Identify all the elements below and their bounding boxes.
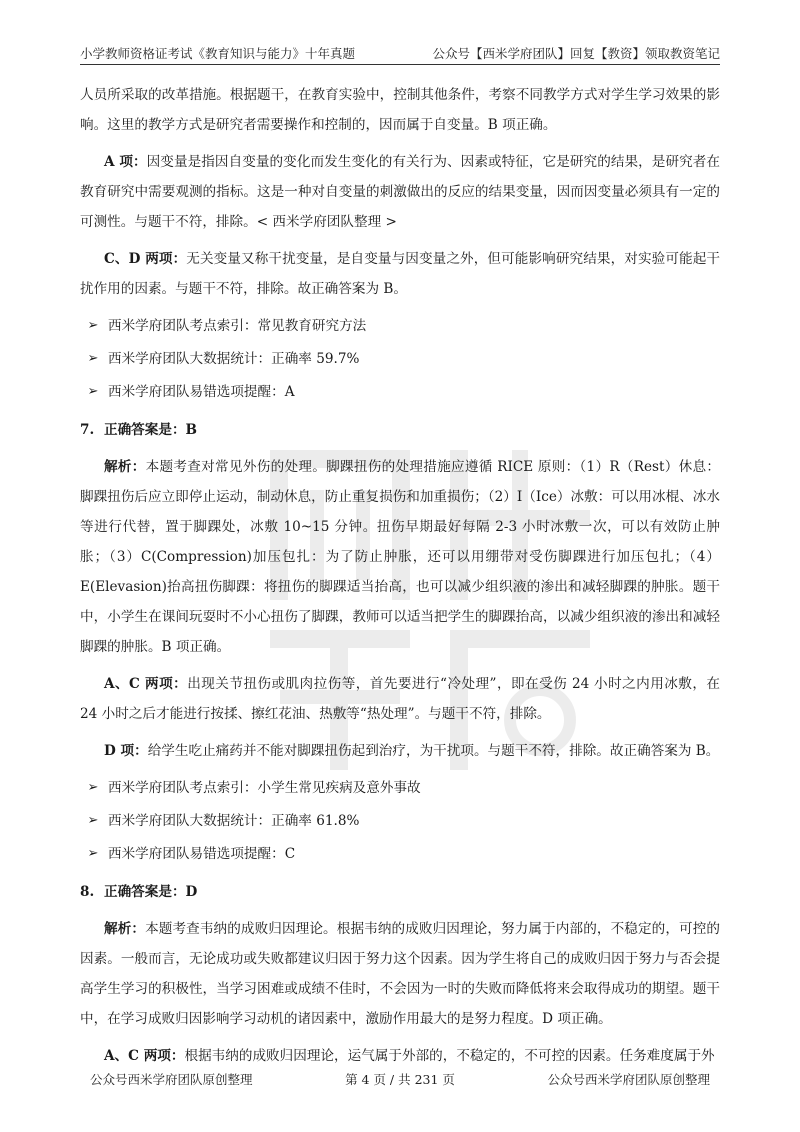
option-cd-label: C、D 两项： [104, 251, 187, 267]
analysis-label: 解析： [104, 921, 146, 937]
question-number: 8. [80, 884, 95, 900]
bullet-text: 西米学府团队考点索引：小学生常见疾病及意外事故 [108, 780, 421, 796]
header-promo: 公众号【西米学府团队】回复【教资】领取教资笔记 [432, 46, 720, 61]
intro-paragraph: 人员所采取的改革措施。根据题干，在教育实验中，控制其他条件，考察不同教学方式对学生学习效果的影响。这里的教学方式是研究者需要操作和控制的，因而属于自变量。B 项正确。 [80, 87, 720, 133]
option-a-text: 因变量是指因自变量的变化而发生变化的有关行为、因素或特征，它是研究的结果，是研究者在教育研究中需要观测的指标。这是一种对自变量的刺激做出的反应的结果变量，因而因变量必须具有一定的可测性。与题干不符，排除。< 西米学府团队整理 > [80, 154, 721, 230]
option-ac-label: A、C 两项： [104, 676, 188, 692]
analysis-label: 解析： [104, 459, 146, 475]
page-header [80, 42, 720, 65]
question-8-heading [80, 877, 720, 907]
q7-analysis [80, 452, 720, 662]
bullet-text: 西米学府团队易错选项提醒：A [108, 384, 295, 400]
option-ac-text: 根据韦纳的成败归因理论，运气属于外部的，不稳定的，不可控的因素。任务难度属于外 [184, 1048, 715, 1064]
option-d-text: 给学生吃止痛药并不能对脚踝扭伤起到治疗，为干扰项。与题干不符，排除。故正确答案为 B。 [147, 743, 720, 759]
analysis-text: 本题考查韦纳的成败归因理论。根据韦纳的成败归因理论，努力属于内部的，不稳定的，可控的因素。一般而言，无论成功或失败都建议归因于努力这个因素。因为学生将自己的成败归因于努力与否会提高学生学习的积极性，当学习困难或成绩不佳时，不会因为一时的失败而降低将来会取得成功的期望。题干中，在学习成败归因影响学习动机的诸因素中，激励作用最大的是努力程度。D 项正确。 [80, 921, 721, 1027]
bullet-item [80, 773, 720, 803]
page-number: 第 4 页 / 共 231 页 [345, 1072, 455, 1087]
option-cd-text: 无关变量又称干扰变量，是自变量与因变量之外，但可能影响研究结果，对实验可能起干扰作用的因素。与题干不符，排除。故正确答案为 B。 [80, 251, 720, 297]
bullet-item [80, 377, 720, 407]
bullet-item [80, 344, 720, 374]
bullet-item [80, 806, 720, 836]
bullet-text: 西米学府团队易错选项提醒：C [108, 846, 296, 862]
footer-right: 公众号西米学府团队原创整理 [547, 1072, 710, 1087]
arrow-bullet-icon: ➢ [87, 318, 99, 333]
q8-analysis [80, 914, 720, 1034]
q7-option-ac-explanation [80, 669, 720, 729]
option-ac-label: A、C 两项： [104, 1048, 185, 1064]
bullet-text: 西米学府团队大数据统计：正确率 59.7% [108, 351, 360, 367]
bullet-text: 西米学府团队考点索引：常见教育研究方法 [108, 318, 367, 334]
question-7-heading [80, 415, 720, 445]
arrow-bullet-icon: ➢ [87, 813, 99, 828]
option-a-explanation [80, 147, 720, 237]
footer-left: 公众号西米学府团队原创整理 [90, 1072, 253, 1087]
option-d-label: D 项： [104, 743, 148, 759]
question-number: 7. [80, 422, 95, 438]
bullet-text: 西米学府团队大数据统计：正确率 61.8% [108, 813, 360, 829]
bullet-item [80, 839, 720, 869]
analysis-text: 本题考查对常见外伤的处理。脚踝扭伤的处理措施应遵循 RICE 原则：（1）R（Rest）休息：脚踝扭伤后应立即停止运动，制动休息，防止重复损伤和加重损伤；（2）I（Ice）冰敷：可以用冰棍、冰水等进行代替，置于脚踝处，冰敷 10~15 分钟。扭伤早期最好每隔 2-3 小时冰敷一次，可以有效防止肿胀；（3）C(Compression)加压包扎：为了防止肿胀，还可以用绷带对受伤脚踝进行加压包扎；（4）E(Elevasion)抬高扭伤脚踝：将扭伤的脚踝适当抬高，也可以减少组织液的渗出和减轻脚踝的肿胀。题干中，小学生在课间玩耍时不小心扭伤了脚踝，教师可以适当把学生的脚踝抬高，以减少组织液的渗出和减轻脚踝的肿胀。B 项正确。 [80, 459, 721, 655]
option-cd-explanation [80, 244, 720, 304]
arrow-bullet-icon: ➢ [87, 846, 99, 861]
header-title: 小学教师资格证考试《教育知识与能力》十年真题 [80, 46, 356, 61]
bullet-item [80, 311, 720, 341]
question-answer: 正确答案是：D [104, 884, 198, 900]
arrow-bullet-icon: ➢ [87, 384, 99, 399]
option-a-label: A 项： [104, 154, 147, 170]
page-content [80, 80, 720, 1078]
q8-option-ac-explanation [80, 1041, 720, 1071]
q7-option-d-explanation [80, 736, 720, 766]
arrow-bullet-icon: ➢ [87, 780, 99, 795]
question-answer: 正确答案是：B [104, 422, 198, 438]
arrow-bullet-icon: ➢ [87, 351, 99, 366]
option-ac-text: 出现关节扭伤或肌肉拉伤等，首先要进行“冷处理”，即在受伤 24 小时之内用冰敷，在 24 小时之后才能进行按揉、擦红花油、热敷等“热处理”。与题干不符，排除。 [80, 676, 720, 722]
